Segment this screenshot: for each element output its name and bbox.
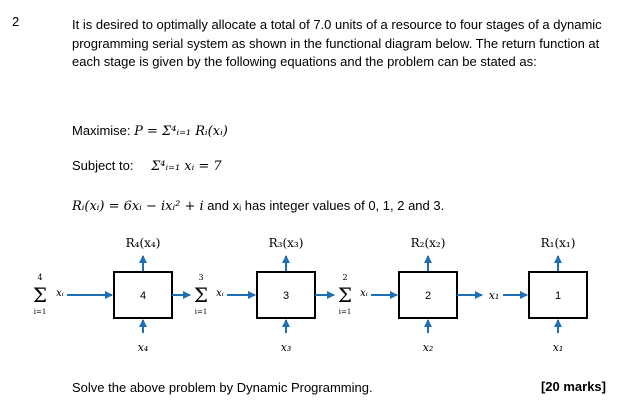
objective-expression: P = Σ⁴ᵢ₌₁ Rᵢ(xᵢ) xyxy=(134,124,228,139)
marks-label: [20 marks] xyxy=(540,379,606,394)
sum-upper-3: 3 xyxy=(198,273,204,282)
stage-number-4: 4 xyxy=(139,290,147,302)
objective-label: Maximise: xyxy=(72,123,131,138)
stage-number-2: 2 xyxy=(424,290,432,302)
question-intro: It is desired to optimally allocate a total of 7.0 units of a resource to four stages of a dynamic programming serial system as shown in the functional diagram below. The return function at each stage is given by the following equations and the problem can be stated as: xyxy=(72,17,602,69)
input-label-2: x₂ xyxy=(422,341,434,354)
sigma-2: Σ xyxy=(337,283,353,307)
input-label-3: x₃ xyxy=(280,341,292,354)
sum-var-4: xᵢ xyxy=(56,288,64,299)
return-function-condition: and xᵢ has integer values of 0, 1, 2 and 3. xyxy=(203,198,445,213)
constraint-expression: Σ⁴ᵢ₌₁ xᵢ = 7 xyxy=(151,159,222,174)
stage-number-3: 3 xyxy=(282,290,290,302)
task-instruction: Solve the above problem by Dynamic Programming. xyxy=(72,380,373,395)
sum-lower-2: i=1 xyxy=(338,308,352,316)
input-label-1: x₁ xyxy=(552,341,564,354)
stage-number-1: 1 xyxy=(554,290,562,302)
return-label-3: R₃(x₃) xyxy=(268,236,304,250)
sum-var-3: xᵢ xyxy=(216,288,224,299)
return-label-4: R₄(x₄) xyxy=(125,236,161,250)
return-label-2: R₂(x₂) xyxy=(410,236,446,250)
sigma-3: Σ xyxy=(193,283,209,307)
question-number: 2 xyxy=(12,14,20,29)
sum-upper-4: 4 xyxy=(37,273,43,282)
sigma-4: Σ xyxy=(32,283,48,307)
return-label-1: R₁(x₁) xyxy=(540,236,576,250)
sum-lower-3: i=1 xyxy=(194,308,208,316)
sum-upper-2: 2 xyxy=(342,273,348,282)
sum-lower-4: i=1 xyxy=(33,308,47,316)
return-function-expression: Rᵢ(xᵢ) = 6xᵢ − ixᵢ² + i xyxy=(72,199,204,214)
sum-var-2: xᵢ xyxy=(360,288,368,299)
constraint-label: Subject to: xyxy=(72,158,134,173)
final-flow-label: x₁ xyxy=(488,289,500,302)
input-label-4: x₄ xyxy=(137,341,149,354)
